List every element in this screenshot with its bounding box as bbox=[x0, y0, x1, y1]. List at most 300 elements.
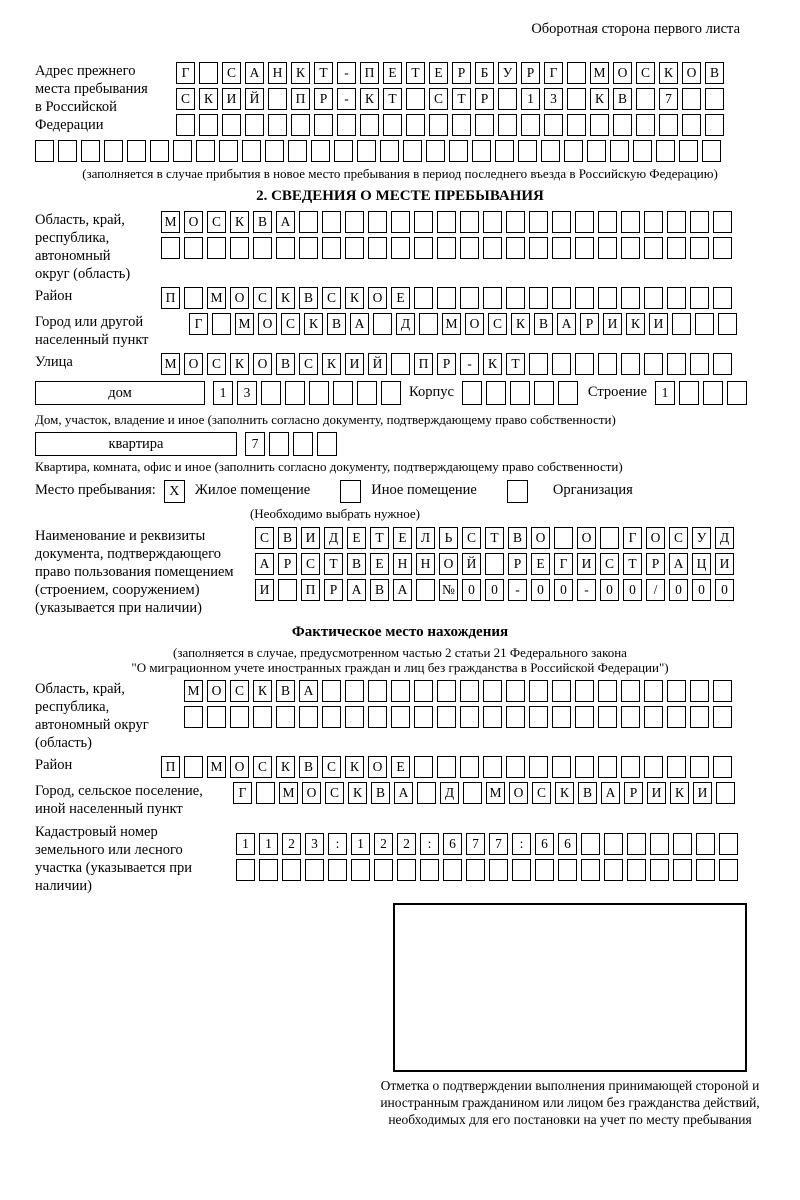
char-cell[interactable] bbox=[636, 114, 655, 136]
char-cell[interactable]: К bbox=[199, 88, 218, 110]
char-cell[interactable] bbox=[672, 313, 691, 335]
char-cell[interactable]: М bbox=[207, 756, 226, 778]
char-cell[interactable] bbox=[219, 140, 238, 162]
char-cell[interactable] bbox=[644, 706, 663, 728]
char-cell[interactable] bbox=[713, 680, 732, 702]
char-cell[interactable] bbox=[483, 287, 502, 309]
char-cell[interactable]: 0 bbox=[554, 579, 573, 601]
char-cell[interactable] bbox=[317, 432, 337, 456]
char-cell[interactable]: Р bbox=[437, 353, 456, 375]
char-cell[interactable] bbox=[518, 140, 537, 162]
char-cell[interactable] bbox=[621, 211, 640, 233]
char-cell[interactable]: Б bbox=[475, 62, 494, 84]
char-cell[interactable] bbox=[552, 237, 571, 259]
char-cell[interactable]: 7 bbox=[466, 833, 485, 855]
char-cell[interactable]: В bbox=[299, 756, 318, 778]
char-cell[interactable] bbox=[293, 432, 313, 456]
char-cell[interactable]: С bbox=[669, 527, 688, 549]
char-cell[interactable] bbox=[705, 88, 724, 110]
char-cell[interactable]: Р bbox=[314, 88, 333, 110]
char-cell[interactable] bbox=[460, 756, 479, 778]
char-cell[interactable]: - bbox=[337, 62, 356, 84]
char-cell[interactable] bbox=[575, 211, 594, 233]
char-cell[interactable]: М bbox=[207, 287, 226, 309]
char-cell[interactable] bbox=[391, 706, 410, 728]
char-cell[interactable]: Г bbox=[176, 62, 195, 84]
char-cell[interactable]: С bbox=[429, 88, 448, 110]
char-cell[interactable] bbox=[713, 287, 732, 309]
char-cell[interactable] bbox=[256, 782, 275, 804]
char-cell[interactable] bbox=[391, 680, 410, 702]
char-cell[interactable]: - bbox=[460, 353, 479, 375]
char-cell[interactable] bbox=[567, 62, 586, 84]
char-cell[interactable] bbox=[673, 833, 692, 855]
char-cell[interactable] bbox=[311, 140, 330, 162]
char-cell[interactable]: Й bbox=[368, 353, 387, 375]
char-cell[interactable] bbox=[417, 782, 436, 804]
char-cell[interactable] bbox=[437, 237, 456, 259]
char-cell[interactable] bbox=[414, 237, 433, 259]
char-cell[interactable] bbox=[299, 211, 318, 233]
char-cell[interactable] bbox=[598, 237, 617, 259]
char-cell[interactable]: М bbox=[279, 782, 298, 804]
char-cell[interactable]: : bbox=[512, 833, 531, 855]
char-cell[interactable]: С bbox=[532, 782, 551, 804]
char-cell[interactable] bbox=[242, 140, 261, 162]
char-cell[interactable]: Г bbox=[623, 527, 642, 549]
char-cell[interactable]: Р bbox=[475, 88, 494, 110]
char-cell[interactable]: К bbox=[253, 680, 272, 702]
char-cell[interactable]: А bbox=[393, 579, 412, 601]
char-cell[interactable] bbox=[713, 211, 732, 233]
char-cell[interactable]: Д bbox=[324, 527, 343, 549]
char-cell[interactable] bbox=[196, 140, 215, 162]
char-cell[interactable] bbox=[610, 140, 629, 162]
char-cell[interactable]: Н bbox=[268, 62, 287, 84]
char-cell[interactable] bbox=[452, 114, 471, 136]
char-cell[interactable]: М bbox=[161, 353, 180, 375]
char-cell[interactable]: С bbox=[600, 553, 619, 575]
char-cell[interactable]: О bbox=[577, 527, 596, 549]
char-cell[interactable]: К bbox=[276, 287, 295, 309]
char-cell[interactable]: К bbox=[348, 782, 367, 804]
char-cell[interactable] bbox=[667, 353, 686, 375]
char-cell[interactable] bbox=[510, 381, 530, 405]
char-cell[interactable] bbox=[345, 237, 364, 259]
char-cell[interactable]: С bbox=[462, 527, 481, 549]
char-cell[interactable] bbox=[690, 353, 709, 375]
char-cell[interactable]: В bbox=[534, 313, 553, 335]
char-cell[interactable]: В bbox=[371, 782, 390, 804]
char-cell[interactable]: Й bbox=[462, 553, 481, 575]
char-cell[interactable] bbox=[529, 756, 548, 778]
char-cell[interactable] bbox=[667, 211, 686, 233]
char-cell[interactable] bbox=[403, 140, 422, 162]
char-cell[interactable] bbox=[667, 756, 686, 778]
char-cell[interactable]: И bbox=[649, 313, 668, 335]
char-cell[interactable]: 7 bbox=[659, 88, 678, 110]
char-cell[interactable]: Р bbox=[624, 782, 643, 804]
char-cell[interactable]: В bbox=[370, 579, 389, 601]
char-cell[interactable]: О bbox=[302, 782, 321, 804]
char-cell[interactable]: А bbox=[669, 553, 688, 575]
char-cell[interactable]: К bbox=[555, 782, 574, 804]
char-cell[interactable] bbox=[679, 381, 699, 405]
char-cell[interactable] bbox=[360, 114, 379, 136]
char-cell[interactable]: П bbox=[161, 756, 180, 778]
char-cell[interactable] bbox=[600, 527, 619, 549]
char-cell[interactable]: П bbox=[161, 287, 180, 309]
char-cell[interactable]: 0 bbox=[715, 579, 734, 601]
char-cell[interactable]: Р bbox=[278, 553, 297, 575]
char-cell[interactable] bbox=[506, 237, 525, 259]
char-cell[interactable]: И bbox=[222, 88, 241, 110]
char-cell[interactable]: О bbox=[253, 353, 272, 375]
char-cell[interactable] bbox=[644, 756, 663, 778]
char-cell[interactable]: А bbox=[255, 553, 274, 575]
char-cell[interactable]: С bbox=[176, 88, 195, 110]
char-cell[interactable] bbox=[621, 353, 640, 375]
char-cell[interactable] bbox=[727, 381, 747, 405]
char-cell[interactable]: П bbox=[301, 579, 320, 601]
char-cell[interactable]: 0 bbox=[600, 579, 619, 601]
char-cell[interactable] bbox=[590, 114, 609, 136]
char-cell[interactable]: В bbox=[276, 353, 295, 375]
char-cell[interactable] bbox=[437, 706, 456, 728]
char-cell[interactable] bbox=[541, 140, 560, 162]
char-cell[interactable] bbox=[288, 140, 307, 162]
char-cell[interactable] bbox=[581, 859, 600, 881]
char-cell[interactable] bbox=[207, 706, 226, 728]
char-cell[interactable] bbox=[337, 114, 356, 136]
char-cell[interactable]: И bbox=[301, 527, 320, 549]
char-cell[interactable]: 0 bbox=[485, 579, 504, 601]
char-cell[interactable] bbox=[636, 88, 655, 110]
char-cell[interactable]: Т bbox=[452, 88, 471, 110]
char-cell[interactable] bbox=[713, 237, 732, 259]
char-cell[interactable] bbox=[253, 706, 272, 728]
char-cell[interactable]: И bbox=[647, 782, 666, 804]
checkbox-residential[interactable]: X bbox=[164, 480, 185, 503]
char-cell[interactable] bbox=[498, 88, 517, 110]
char-cell[interactable] bbox=[322, 706, 341, 728]
char-cell[interactable]: О bbox=[646, 527, 665, 549]
char-cell[interactable]: Р bbox=[452, 62, 471, 84]
char-cell[interactable] bbox=[305, 859, 324, 881]
char-cell[interactable]: П bbox=[291, 88, 310, 110]
char-cell[interactable] bbox=[598, 706, 617, 728]
char-cell[interactable]: У bbox=[498, 62, 517, 84]
char-cell[interactable] bbox=[696, 859, 715, 881]
char-cell[interactable] bbox=[667, 237, 686, 259]
char-cell[interactable] bbox=[667, 287, 686, 309]
char-cell[interactable]: 6 bbox=[535, 833, 554, 855]
char-cell[interactable] bbox=[414, 756, 433, 778]
char-cell[interactable] bbox=[719, 833, 738, 855]
char-cell[interactable] bbox=[314, 114, 333, 136]
char-cell[interactable] bbox=[644, 680, 663, 702]
char-cell[interactable] bbox=[690, 756, 709, 778]
char-cell[interactable]: А bbox=[601, 782, 620, 804]
char-cell[interactable]: О bbox=[613, 62, 632, 84]
char-cell[interactable] bbox=[552, 680, 571, 702]
char-cell[interactable] bbox=[667, 680, 686, 702]
char-cell[interactable] bbox=[345, 680, 364, 702]
char-cell[interactable]: Т bbox=[314, 62, 333, 84]
char-cell[interactable] bbox=[373, 313, 392, 335]
char-cell[interactable] bbox=[282, 859, 301, 881]
char-cell[interactable] bbox=[598, 680, 617, 702]
char-cell[interactable]: А bbox=[394, 782, 413, 804]
char-cell[interactable]: С bbox=[281, 313, 300, 335]
char-cell[interactable] bbox=[521, 114, 540, 136]
char-cell[interactable]: А bbox=[276, 211, 295, 233]
char-cell[interactable] bbox=[633, 140, 652, 162]
char-cell[interactable] bbox=[718, 313, 737, 335]
char-cell[interactable] bbox=[374, 859, 393, 881]
char-cell[interactable] bbox=[291, 114, 310, 136]
char-cell[interactable] bbox=[276, 237, 295, 259]
char-cell[interactable] bbox=[309, 381, 329, 405]
char-cell[interactable]: Т bbox=[324, 553, 343, 575]
char-cell[interactable] bbox=[285, 381, 305, 405]
char-cell[interactable] bbox=[575, 353, 594, 375]
char-cell[interactable] bbox=[406, 114, 425, 136]
char-cell[interactable]: К bbox=[345, 287, 364, 309]
char-cell[interactable]: М bbox=[590, 62, 609, 84]
char-cell[interactable] bbox=[621, 287, 640, 309]
char-cell[interactable] bbox=[437, 756, 456, 778]
char-cell[interactable] bbox=[322, 680, 341, 702]
char-cell[interactable]: В bbox=[253, 211, 272, 233]
char-cell[interactable]: К bbox=[230, 353, 249, 375]
char-cell[interactable] bbox=[489, 859, 508, 881]
char-cell[interactable]: 0 bbox=[669, 579, 688, 601]
char-cell[interactable] bbox=[161, 237, 180, 259]
char-cell[interactable] bbox=[334, 140, 353, 162]
char-cell[interactable] bbox=[690, 237, 709, 259]
char-cell[interactable] bbox=[345, 706, 364, 728]
char-cell[interactable]: Т bbox=[383, 88, 402, 110]
char-cell[interactable] bbox=[406, 88, 425, 110]
char-cell[interactable]: С bbox=[322, 756, 341, 778]
char-cell[interactable] bbox=[627, 859, 646, 881]
char-cell[interactable]: 2 bbox=[282, 833, 301, 855]
char-cell[interactable] bbox=[184, 706, 203, 728]
char-cell[interactable] bbox=[380, 140, 399, 162]
char-cell[interactable]: Ц bbox=[692, 553, 711, 575]
char-cell[interactable] bbox=[512, 859, 531, 881]
char-cell[interactable] bbox=[460, 287, 479, 309]
char-cell[interactable] bbox=[460, 211, 479, 233]
char-cell[interactable] bbox=[265, 140, 284, 162]
char-cell[interactable] bbox=[333, 381, 353, 405]
char-cell[interactable] bbox=[230, 237, 249, 259]
char-cell[interactable]: - bbox=[508, 579, 527, 601]
char-cell[interactable]: Т bbox=[623, 553, 642, 575]
char-cell[interactable]: 2 bbox=[397, 833, 416, 855]
char-cell[interactable]: М bbox=[161, 211, 180, 233]
char-cell[interactable] bbox=[690, 680, 709, 702]
char-cell[interactable]: 0 bbox=[623, 579, 642, 601]
char-cell[interactable]: 3 bbox=[237, 381, 257, 405]
char-cell[interactable] bbox=[650, 859, 669, 881]
char-cell[interactable]: А bbox=[347, 579, 366, 601]
char-cell[interactable] bbox=[35, 140, 54, 162]
char-cell[interactable] bbox=[529, 680, 548, 702]
char-cell[interactable] bbox=[621, 756, 640, 778]
char-cell[interactable] bbox=[420, 859, 439, 881]
char-cell[interactable] bbox=[613, 114, 632, 136]
char-cell[interactable] bbox=[414, 680, 433, 702]
char-cell[interactable]: К bbox=[276, 756, 295, 778]
char-cell[interactable] bbox=[173, 140, 192, 162]
char-cell[interactable] bbox=[529, 211, 548, 233]
char-cell[interactable] bbox=[278, 579, 297, 601]
char-cell[interactable]: : bbox=[420, 833, 439, 855]
char-cell[interactable]: Г bbox=[554, 553, 573, 575]
char-cell[interactable] bbox=[495, 140, 514, 162]
char-cell[interactable] bbox=[659, 114, 678, 136]
char-cell[interactable] bbox=[544, 114, 563, 136]
char-cell[interactable]: 0 bbox=[462, 579, 481, 601]
char-cell[interactable] bbox=[253, 237, 272, 259]
char-cell[interactable] bbox=[483, 211, 502, 233]
char-cell[interactable] bbox=[552, 706, 571, 728]
char-cell[interactable]: 7 bbox=[489, 833, 508, 855]
char-cell[interactable] bbox=[667, 706, 686, 728]
char-cell[interactable] bbox=[644, 287, 663, 309]
char-cell[interactable] bbox=[682, 88, 701, 110]
char-cell[interactable]: М bbox=[184, 680, 203, 702]
char-cell[interactable]: М bbox=[486, 782, 505, 804]
char-cell[interactable] bbox=[552, 287, 571, 309]
char-cell[interactable] bbox=[437, 211, 456, 233]
char-cell[interactable] bbox=[558, 381, 578, 405]
char-cell[interactable] bbox=[437, 287, 456, 309]
char-cell[interactable] bbox=[529, 287, 548, 309]
char-cell[interactable] bbox=[587, 140, 606, 162]
char-cell[interactable]: Г bbox=[544, 62, 563, 84]
char-cell[interactable] bbox=[345, 211, 364, 233]
char-cell[interactable] bbox=[299, 237, 318, 259]
char-cell[interactable]: С bbox=[636, 62, 655, 84]
char-cell[interactable]: О bbox=[368, 756, 387, 778]
char-cell[interactable] bbox=[236, 859, 255, 881]
char-cell[interactable]: 1 bbox=[259, 833, 278, 855]
char-cell[interactable] bbox=[449, 140, 468, 162]
char-cell[interactable] bbox=[351, 859, 370, 881]
char-cell[interactable] bbox=[575, 706, 594, 728]
char-cell[interactable] bbox=[621, 680, 640, 702]
char-cell[interactable] bbox=[558, 859, 577, 881]
char-cell[interactable]: Е bbox=[429, 62, 448, 84]
char-cell[interactable] bbox=[368, 211, 387, 233]
char-cell[interactable] bbox=[552, 211, 571, 233]
char-cell[interactable] bbox=[695, 313, 714, 335]
char-cell[interactable]: Е bbox=[531, 553, 550, 575]
char-cell[interactable]: К bbox=[322, 353, 341, 375]
char-cell[interactable] bbox=[357, 140, 376, 162]
char-cell[interactable]: Ь bbox=[439, 527, 458, 549]
char-cell[interactable] bbox=[498, 114, 517, 136]
char-cell[interactable]: О bbox=[439, 553, 458, 575]
char-cell[interactable]: Р bbox=[521, 62, 540, 84]
char-cell[interactable] bbox=[268, 88, 287, 110]
char-cell[interactable]: 0 bbox=[692, 579, 711, 601]
char-cell[interactable]: А bbox=[299, 680, 318, 702]
char-cell[interactable]: Р bbox=[324, 579, 343, 601]
char-cell[interactable]: 6 bbox=[443, 833, 462, 855]
char-cell[interactable] bbox=[397, 859, 416, 881]
char-cell[interactable]: И bbox=[577, 553, 596, 575]
char-cell[interactable] bbox=[713, 706, 732, 728]
char-cell[interactable]: И bbox=[255, 579, 274, 601]
char-cell[interactable] bbox=[575, 287, 594, 309]
char-cell[interactable]: Й bbox=[245, 88, 264, 110]
char-cell[interactable]: В bbox=[508, 527, 527, 549]
char-cell[interactable] bbox=[104, 140, 123, 162]
char-cell[interactable]: Д bbox=[715, 527, 734, 549]
char-cell[interactable] bbox=[598, 287, 617, 309]
char-cell[interactable] bbox=[534, 381, 554, 405]
char-cell[interactable] bbox=[472, 140, 491, 162]
char-cell[interactable] bbox=[506, 287, 525, 309]
char-cell[interactable]: 1 bbox=[655, 381, 675, 405]
char-cell[interactable]: И bbox=[345, 353, 364, 375]
char-cell[interactable]: 1 bbox=[236, 833, 255, 855]
char-cell[interactable]: Е bbox=[391, 756, 410, 778]
char-cell[interactable]: С bbox=[299, 353, 318, 375]
char-cell[interactable] bbox=[604, 859, 623, 881]
char-cell[interactable]: К bbox=[291, 62, 310, 84]
char-cell[interactable] bbox=[483, 706, 502, 728]
char-cell[interactable] bbox=[212, 313, 231, 335]
char-cell[interactable] bbox=[644, 353, 663, 375]
char-cell[interactable]: К bbox=[304, 313, 323, 335]
char-cell[interactable] bbox=[426, 140, 445, 162]
char-cell[interactable]: К bbox=[659, 62, 678, 84]
char-cell[interactable] bbox=[690, 287, 709, 309]
char-cell[interactable]: Е bbox=[347, 527, 366, 549]
char-cell[interactable]: / bbox=[646, 579, 665, 601]
char-cell[interactable]: Г bbox=[233, 782, 252, 804]
char-cell[interactable] bbox=[268, 114, 287, 136]
char-cell[interactable] bbox=[269, 432, 289, 456]
char-cell[interactable] bbox=[58, 140, 77, 162]
char-cell[interactable]: П bbox=[360, 62, 379, 84]
char-cell[interactable]: 3 bbox=[305, 833, 324, 855]
char-cell[interactable] bbox=[381, 381, 401, 405]
char-cell[interactable]: О bbox=[230, 287, 249, 309]
char-cell[interactable] bbox=[567, 88, 586, 110]
checkbox-organization[interactable] bbox=[507, 480, 528, 503]
char-cell[interactable]: О bbox=[531, 527, 550, 549]
char-cell[interactable]: С bbox=[207, 211, 226, 233]
char-cell[interactable] bbox=[414, 287, 433, 309]
char-cell[interactable]: А bbox=[350, 313, 369, 335]
char-cell[interactable]: Е bbox=[370, 553, 389, 575]
char-cell[interactable]: Т bbox=[506, 353, 525, 375]
char-cell[interactable]: Н bbox=[416, 553, 435, 575]
char-cell[interactable] bbox=[575, 680, 594, 702]
char-cell[interactable]: О bbox=[258, 313, 277, 335]
char-cell[interactable]: Е bbox=[383, 62, 402, 84]
char-cell[interactable] bbox=[598, 353, 617, 375]
char-cell[interactable]: 0 bbox=[531, 579, 550, 601]
char-cell[interactable]: В bbox=[613, 88, 632, 110]
char-cell[interactable]: 1 bbox=[351, 833, 370, 855]
